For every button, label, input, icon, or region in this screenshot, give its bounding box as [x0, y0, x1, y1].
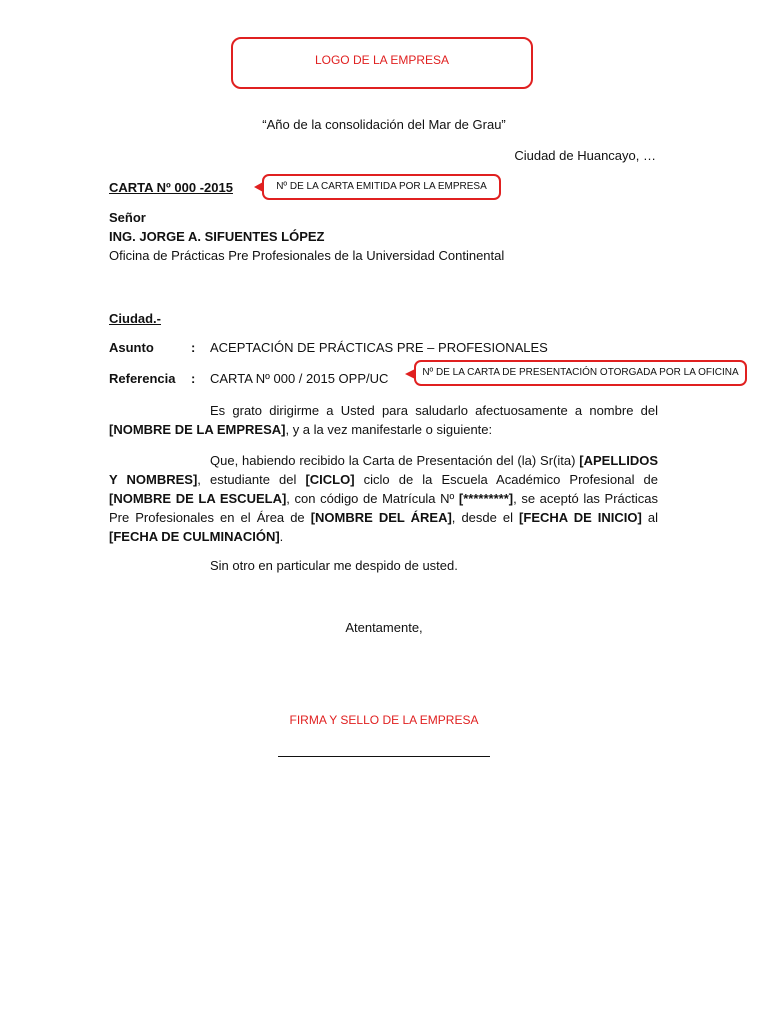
ciudad-label: Ciudad.- [109, 311, 161, 326]
callout-letter-number-text: Nº DE LA CARTA EMITIDA POR LA EMPRESA [276, 181, 487, 192]
paragraph-text: , con código de Matrícula Nº [286, 491, 459, 506]
paragraph-text: , estudiante del [197, 472, 306, 487]
placeholder-area-name: [NOMBRE DEL ÁREA] [310, 510, 452, 525]
subject-value: ACEPTACIÓN DE PRÁCTICAS PRE – PROFESIONALES [210, 340, 548, 355]
reference-value: CARTA Nº 000 / 2015 OPP/UC [210, 371, 389, 386]
placeholder-end-date: [FECHA DE CULMINACIÓN] [109, 529, 280, 544]
callout-reference [414, 360, 747, 386]
paragraph-text: . [279, 529, 284, 544]
salutation-text: Señor [109, 210, 146, 225]
signature-line [278, 756, 490, 757]
paragraph-text: Es grato dirigirme a Usted para saludarlo afectuosamente a nombre del [210, 403, 658, 418]
subject-label: Asunto [109, 340, 154, 355]
paragraph-text: al [641, 510, 658, 525]
placeholder-start-date: [FECHA DE INICIO] [519, 510, 642, 525]
paragraph-text: , desde el [451, 510, 520, 525]
letter-number: CARTA Nº 000 -2015 [109, 180, 233, 195]
recipient-name: ING. JORGE A. SIFUENTES LÓPEZ [109, 229, 325, 244]
placeholder-school-name: [NOMBRE DE LA ESCUELA] [109, 491, 287, 506]
logo-placeholder-box [231, 37, 533, 89]
recipient-salutation [109, 210, 146, 225]
callout-reference-text: Nº DE LA CARTA DE PRESENTACIÓN OTORGADA POR LA OFICINA [422, 367, 739, 378]
callout-letter-number [262, 174, 501, 200]
paragraph-text: ciclo de la Escuela Académico Profesional de [354, 472, 658, 487]
paragraph-greeting [109, 401, 658, 439]
placeholder-enrollment-code: [*********] [458, 491, 514, 506]
closing-line: Sin otro en particular me despido de usted. [210, 558, 458, 573]
logo-placeholder-label: LOGO DE LA EMPRESA [314, 53, 450, 67]
year-motto: “Año de la consolidación del Mar de Grau” [262, 117, 506, 132]
reference-label: Referencia [109, 371, 176, 386]
signature-label: FIRMA Y SELLO DE LA EMPRESA [289, 713, 479, 727]
subject-colon: : [191, 340, 196, 355]
paragraph-text: Que, habiendo recibido la Carta de Presentación del (la) Sr(ita) [210, 453, 580, 468]
sign-off: Atentamente, [345, 620, 423, 635]
paragraph-body [109, 451, 658, 546]
paragraph-text: , y a la vez manifestarle o siguiente: [285, 422, 493, 437]
paragraph-text: , se aceptó las Prácticas Pre Profesionales en el Área de [109, 491, 659, 525]
placeholder-student-name: [APELLIDOS Y NOMBRES] [109, 453, 658, 487]
reference-colon: : [191, 371, 196, 386]
city-date: Ciudad de Huancayo, … [514, 148, 656, 163]
placeholder-company-name: [NOMBRE DE LA EMPRESA] [109, 422, 286, 437]
placeholder-cycle: [CICLO] [305, 472, 355, 487]
recipient-office: Oficina de Prácticas Pre Profesionales de la Universidad Continental [109, 248, 505, 263]
